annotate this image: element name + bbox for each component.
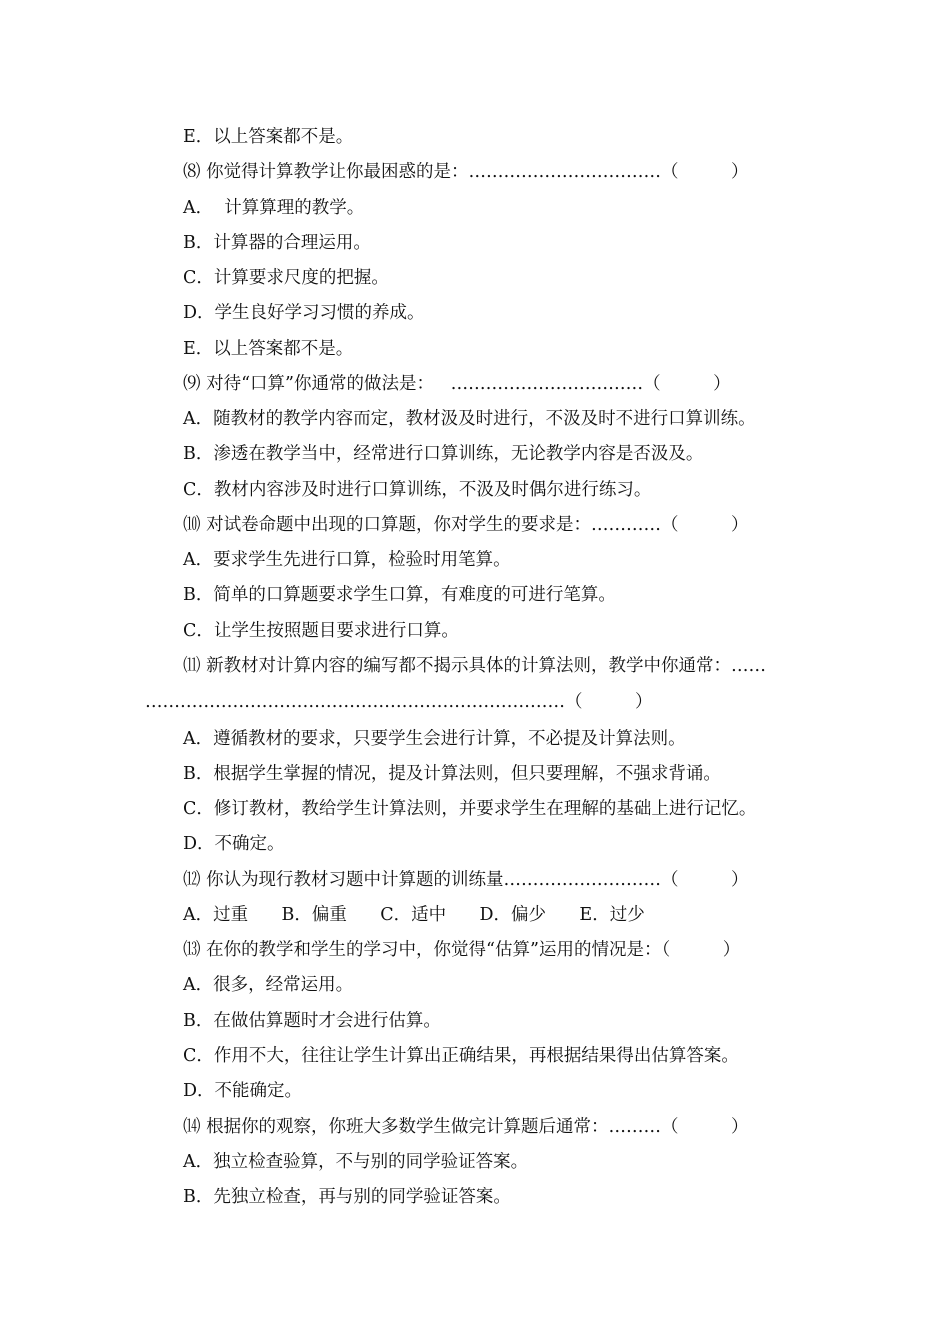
option-a: A．要求学生先进行口算，检验时用笔算。 xyxy=(183,550,511,570)
option-d: D．不确定。 xyxy=(183,834,285,854)
option-b: B．先独立检查，再与别的同学验证答案。 xyxy=(183,1187,511,1207)
option-c: C．教材内容涉及时进行口算训练，不汲及时偶尔进行练习。 xyxy=(183,480,652,500)
option-a: A．独立检查验算，不与别的同学验证答案。 xyxy=(183,1152,529,1172)
option-a: A．遵循教材的要求，只要学生会进行计算，不必提及计算法则。 xyxy=(183,729,686,749)
question-13: ⒀ 在你的教学和学生的学习中，你觉得“估算”运用的情况是：（ ） xyxy=(183,940,741,960)
question-12: ⑿ 你认为现行教材习题中计算题的训练量………………………（ ） xyxy=(183,870,749,890)
option-a: A．随教材的教学内容而定，教材汲及时进行，不汲及时不进行口算训练。 xyxy=(183,409,756,429)
option-b: B．在做估算题时才会进行估算。 xyxy=(183,1011,441,1031)
option-c: C．计算要求尺度的把握。 xyxy=(183,268,389,288)
option-b: B．简单的口算题要求学生口算，有难度的可进行笔算。 xyxy=(183,585,616,605)
option-a: A．很多，经常运用。 xyxy=(183,975,354,995)
question-10: ⑽ 对试卷命题中出现的口算题，你对学生的要求是：…………（ ） xyxy=(183,515,749,535)
option-c: C．作用不大，往往让学生计算出正确结果，再根据结果得出估算答案。 xyxy=(183,1046,739,1066)
option-c: C．修订教材，教给学生计算法则，并要求学生在理解的基础上进行记忆。 xyxy=(183,799,757,819)
option-e: E．以上答案都不是。 xyxy=(183,127,354,147)
question-14: ⒁ 根据你的观察，你班大多数学生做完计算题后通常：………（ ） xyxy=(183,1117,749,1137)
option-d: D．不能确定。 xyxy=(183,1081,303,1101)
option-b: B．计算器的合理运用。 xyxy=(183,233,371,253)
options-inline: A．过重 B．偏重 C．适中 D．偏少 E．过少 xyxy=(183,905,645,925)
question-11: ⑾ 新教材对计算内容的编写都不揭示具体的计算法则，教学中你通常：…… xyxy=(183,656,767,676)
option-a: A． 计算算理的教学。 xyxy=(183,198,365,218)
question-11-continuation: ………………………………………………………………（ ） xyxy=(145,692,653,712)
option-d: D．学生良好学习习惯的养成。 xyxy=(183,303,425,323)
option-b: B．渗透在教学当中，经常进行口算训练，无论教学内容是否汲及。 xyxy=(183,444,704,464)
option-b: B．根据学生掌握的情况，提及计算法则，但只要理解，不强求背诵。 xyxy=(183,764,721,784)
option-e: E．以上答案都不是。 xyxy=(183,339,354,359)
question-8: ⑻ 你觉得计算教学让你最困惑的是：……………………………（ ） xyxy=(183,162,749,182)
question-9: ⑼ 对待“口算”你通常的做法是： ……………………………（ ） xyxy=(183,374,731,394)
option-c: C．让学生按照题目要求进行口算。 xyxy=(183,621,459,641)
